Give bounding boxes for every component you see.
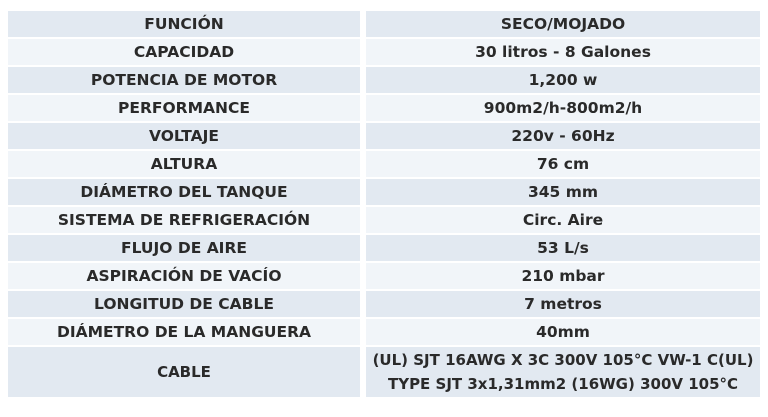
spec-value: 220v - 60Hz [366, 123, 760, 149]
spec-label: FUNCIÓN [8, 11, 360, 37]
spec-row-capacidad [8, 39, 760, 65]
spec-label: DIÁMETRO DEL TANQUE [8, 179, 360, 205]
spec-row-flujo-aire [8, 235, 760, 261]
spec-row-longitud-cable [8, 291, 760, 317]
spec-row-cable [8, 347, 760, 397]
spec-row-funcion [8, 11, 760, 37]
spec-label: POTENCIA DE MOTOR [8, 67, 360, 93]
spec-value-line: (UL) SJT 16AWG X 3C 300V 105°C VW-1 C(UL) [372, 351, 754, 369]
spec-label: ASPIRACIÓN DE VACÍO [8, 263, 360, 289]
spec-row-diametro-manguera [8, 319, 760, 345]
spec-value: SECO/MOJADO [366, 11, 760, 37]
spec-label: FLUJO DE AIRE [8, 235, 360, 261]
spec-row-altura [8, 151, 760, 177]
spec-label: ALTURA [8, 151, 360, 177]
spec-value: 30 litros - 8 Galones [366, 39, 760, 65]
spec-value: 76 cm [366, 151, 760, 177]
spec-label: PERFORMANCE [8, 95, 360, 121]
spec-table [8, 9, 760, 399]
spec-label: SISTEMA DE REFRIGERACIÓN [8, 207, 360, 233]
spec-row-diametro-tanque [8, 179, 760, 205]
spec-value: 7 metros [366, 291, 760, 317]
spec-label: CAPACIDAD [8, 39, 360, 65]
spec-value [366, 347, 760, 397]
spec-value: 53 L/s [366, 235, 760, 261]
spec-label: CABLE [8, 347, 360, 397]
spec-value: 900m2/h-800m2/h [366, 95, 760, 121]
spec-row-performance [8, 95, 760, 121]
spec-value: 40mm [366, 319, 760, 345]
spec-value: Circ. Aire [366, 207, 760, 233]
spec-value: 345 mm [366, 179, 760, 205]
spec-label: DIÁMETRO DE LA MANGUERA [8, 319, 360, 345]
spec-value: 210 mbar [366, 263, 760, 289]
spec-label: LONGITUD DE CABLE [8, 291, 360, 317]
spec-label: VOLTAJE [8, 123, 360, 149]
spec-row-aspiracion [8, 263, 760, 289]
spec-row-voltaje [8, 123, 760, 149]
spec-row-potencia [8, 67, 760, 93]
spec-value-line: TYPE SJT 3x1,31mm2 (16WG) 300V 105°C [387, 375, 739, 393]
spec-value: 1,200 w [366, 67, 760, 93]
spec-row-refrigeracion [8, 207, 760, 233]
